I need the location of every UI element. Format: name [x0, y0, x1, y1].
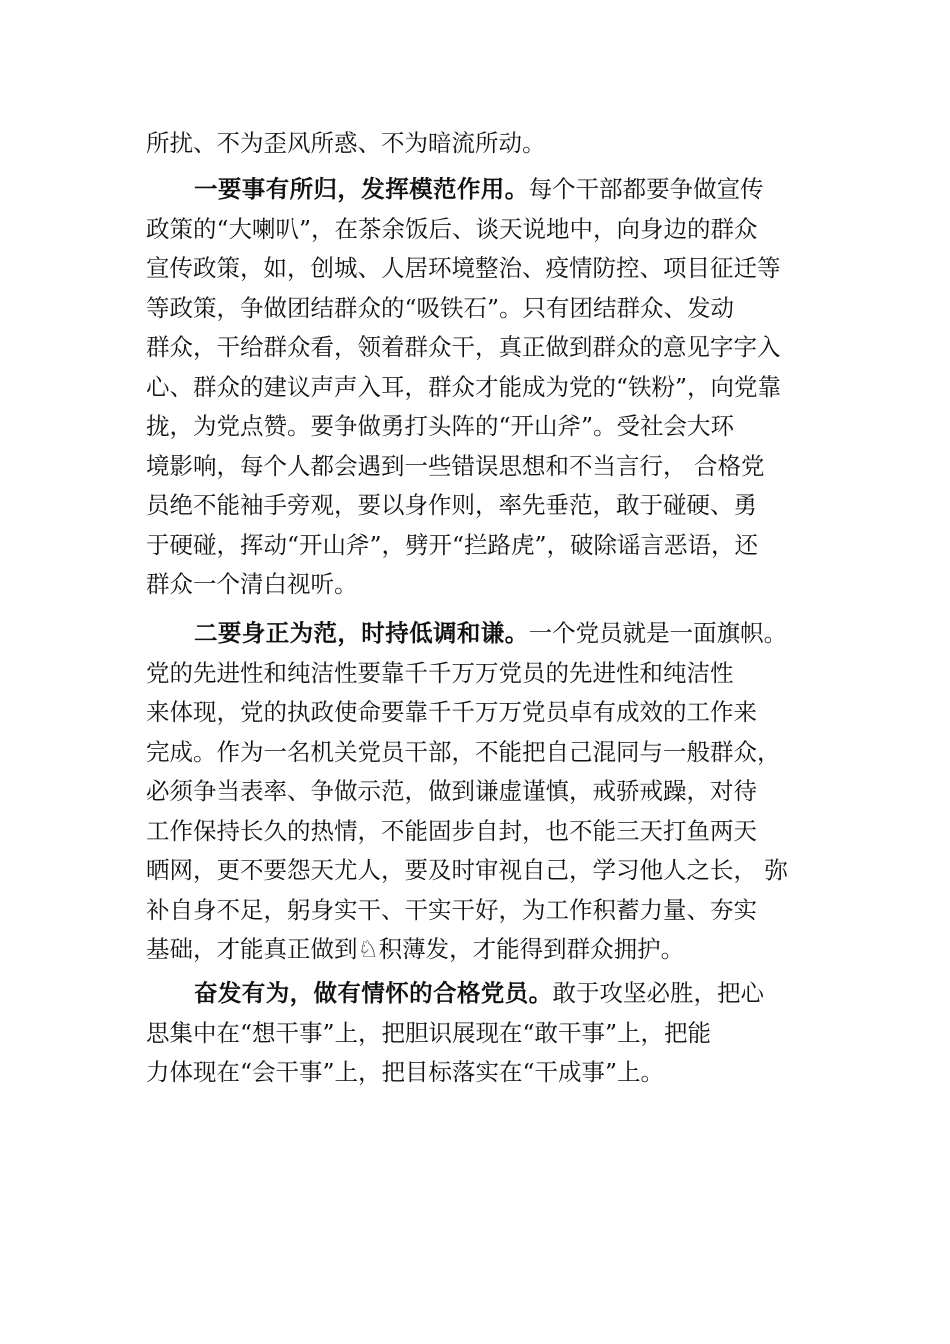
- text-line: 必须争当表率、争做示范，做到谦虚谨慎，戒骄戒躁，对待: [146, 777, 757, 805]
- text-line: 拢，为党点赞。要争做勇打头阵的“开山斧”。受社会大环: [146, 412, 735, 440]
- paragraph-heading: 一要事有所归，发挥模范作用。: [194, 175, 529, 203]
- text-line: 宣传政策，如，创城、人居环境整治、疫情防控、项目征迁等: [146, 254, 781, 282]
- text-line: 等政策，争做团结群众的“吸铁石”。只有团结群众、发动: [146, 293, 735, 322]
- text-line: 完成。作为一名机关党员干部，不能把自己混同与一般群众，: [146, 737, 781, 766]
- paragraph-3: [146, 974, 836, 1093]
- text-line: 心、群众的建议声声入耳，群众才能成为党的“铁粉”，向党靠: [146, 372, 782, 401]
- text-line: 境影响，每个人都会遇到一些错误思想和不当言行， 合格党: [146, 451, 765, 480]
- paragraph-first-line: [146, 614, 836, 654]
- text-span: 每个干部都要争做宣传: [528, 175, 764, 203]
- paragraph-heading: 奋发有为，做有情怀的合格党员。: [194, 979, 553, 1007]
- text-line: 晒网，更不要怨天尤人，要及时审视自己，学习他人之长， 弥: [146, 856, 788, 884]
- text-line: 力体现在“会干事”上，把目标落实在“干成事”上。: [146, 1058, 665, 1086]
- text-span: 一个党员就是一面旗帜。: [528, 619, 788, 647]
- paragraph-2: [146, 614, 836, 970]
- paragraph-first-line: [146, 170, 836, 210]
- text-line: 于硬碰，挥动“开山斧”，劈开“拦路虎”，破除谣言恶语，还: [146, 530, 759, 559]
- text-line: 基础，才能真正做到♘积薄发，才能得到群众拥护。: [146, 935, 685, 963]
- text-line: 党的先进性和纯洁性要靠千千万万党员的先进性和纯洁性: [146, 658, 734, 687]
- text-line: 工作保持长久的热情，不能固步自封，也不能三天打鱼两天: [146, 816, 757, 845]
- paragraph-first-line: [146, 974, 836, 1014]
- paragraph-heading: 二要身正为范，时持低调和谦。: [194, 619, 529, 647]
- text-span: 敢于攻坚必胜，把心: [552, 979, 764, 1007]
- text-line: 所扰、不为歪风所惑、不为暗流所动。: [146, 129, 546, 157]
- text-line: 群众一个清白视听。: [146, 570, 358, 598]
- text-line: 政策的“大喇叭”，在茶余饭后、谈天说地中，向身边的群众: [146, 214, 758, 243]
- paragraph-1: [146, 170, 836, 605]
- text-line: 员绝不能袖手旁观，要以身作则，率先垂范，敢于碰硬、勇: [146, 491, 757, 519]
- continuation-paragraph: [146, 124, 836, 164]
- text-line: 群众，干给群众看，领着群众干，真正做到群众的意见字字入: [146, 333, 781, 361]
- text-line: 来体现，党的执政使命要靠千千万万党员卓有成效的工作来: [146, 698, 757, 726]
- text-line: 思集中在“想干事”上，把胆识展现在“敢干事”上，把能: [146, 1018, 712, 1047]
- text-line: 补自身不足，躬身实干、干实干好，为工作积蓄力量、夯实: [146, 895, 757, 924]
